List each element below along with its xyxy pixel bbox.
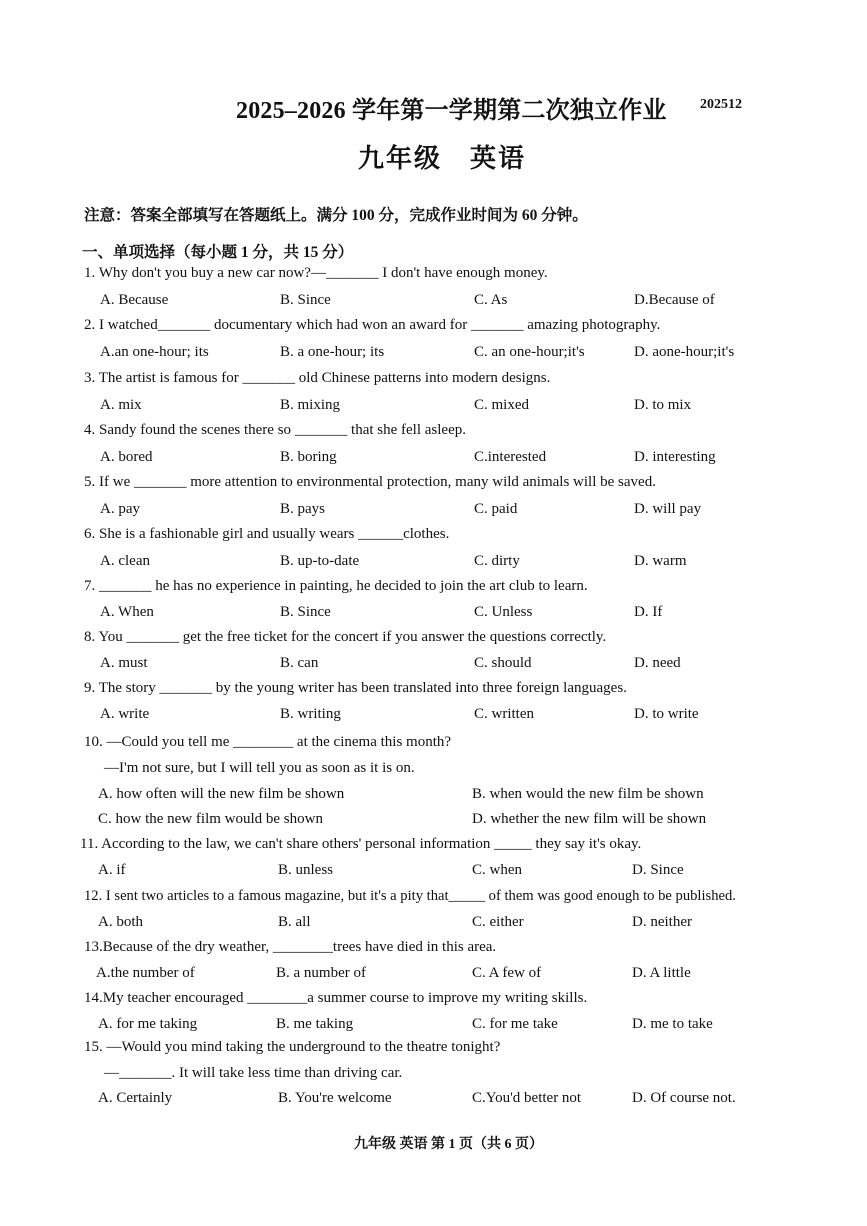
option-b: B. when would the new film be shown — [472, 786, 704, 802]
option-c: C. when — [472, 862, 522, 878]
question-stem: 4. Sandy found the scenes there so _______ that she fell asleep. — [84, 422, 466, 438]
question-stem: 5. If we _______ more attention to environmental protection, many wild animals will be saved. — [84, 474, 656, 490]
option-d: D. aone-hour;it's — [634, 344, 735, 360]
option-b: B. pays — [280, 501, 325, 517]
exam-code: 202512 — [700, 97, 742, 112]
option-a: A. clean — [100, 553, 150, 569]
option-a: A. pay — [100, 501, 140, 517]
option-a: A.an one-hour; its — [100, 344, 209, 360]
option-c: C. either — [472, 914, 524, 930]
option-a: A. Certainly — [98, 1090, 173, 1106]
question-stem: 10. —Could you tell me ________ at the cinema this month? — [84, 734, 452, 750]
option-c: C. for me take — [472, 1016, 558, 1032]
option-b: B. a number of — [276, 965, 366, 981]
option-b: B. Since — [280, 604, 331, 620]
option-d: D. me to take — [632, 1016, 713, 1032]
exam-title: 2025–2026 学年第一学期第二次独立作业 — [236, 98, 667, 124]
option-c: C.interested — [474, 449, 547, 465]
option-c: C. should — [474, 655, 532, 671]
option-d: D. A little — [632, 965, 691, 981]
option-d: D. need — [634, 655, 681, 671]
option-c: C. As — [474, 292, 508, 308]
option-b: B. can — [280, 655, 319, 671]
option-d: D. warm — [634, 553, 687, 569]
question-stem: 13.Because of the dry weather, ________trees have died in this area. — [84, 939, 497, 955]
option-a: A. both — [98, 914, 143, 930]
question-stem: 11. According to the law, we can't share others' personal information _____ they say it's okay. — [80, 836, 642, 852]
option-a: A.the number of — [96, 965, 195, 981]
option-b: B. mixing — [280, 397, 341, 413]
option-b: B. unless — [278, 862, 334, 878]
option-c: C.You'd better not — [472, 1090, 582, 1106]
question-stem: 6. She is a fashionable girl and usually wears ______clothes. — [84, 526, 450, 542]
option-a: A. how often will the new film be shown — [98, 786, 345, 802]
option-a: A. Because — [100, 292, 169, 308]
option-d: D. will pay — [634, 501, 702, 517]
notice-text: 注意：答案全部填写在答题纸上。满分 100 分，完成作业时间为 60 分钟。 — [84, 207, 588, 224]
option-a: A. mix — [100, 397, 142, 413]
option-d: D.Because of — [634, 292, 715, 308]
option-b: B. up-to-date — [280, 553, 360, 569]
option-c: C. an one-hour;it's — [474, 344, 585, 360]
question-stem: 9. The story _______ by the young writer has been translated into three foreign languages. — [84, 680, 627, 696]
option-a: A. for me taking — [98, 1016, 198, 1032]
option-b: B. all — [278, 914, 311, 930]
page-footer: 九年级 英语 第 1 页（共 6 页） — [354, 1137, 543, 1152]
question-response: —I'm not sure, but I will tell you as soon as it is on. — [104, 760, 415, 776]
option-d: D. whether the new film will be shown — [472, 811, 707, 827]
option-a: A. bored — [100, 449, 153, 465]
option-c: C. how the new film would be shown — [98, 811, 323, 827]
option-b: B. You're welcome — [278, 1090, 392, 1106]
option-a: A. write — [100, 706, 150, 722]
option-a: A. if — [98, 862, 126, 878]
question-stem: 8. You _______ get the free ticket for the concert if you answer the questions correctly. — [84, 629, 607, 645]
option-d: D. Of course not. — [632, 1090, 736, 1106]
question-stem: 15. —Would you mind taking the underground to the theatre tonight? — [84, 1039, 501, 1055]
option-c: C. dirty — [474, 553, 520, 569]
option-b: B. writing — [280, 706, 341, 722]
option-b: B. boring — [280, 449, 337, 465]
question-stem: 3. The artist is famous for _______ old Chinese patterns into modern designs. — [84, 370, 551, 386]
option-c: C. written — [474, 706, 534, 722]
option-d: D. neither — [632, 914, 692, 930]
option-c: C. Unless — [474, 604, 533, 620]
question-stem: 12. I sent two articles to a famous magazine, but it's a pity that_____ of them was good enough to be published. — [84, 888, 736, 904]
option-b: B. a one-hour; its — [280, 344, 385, 360]
option-d: D. Since — [632, 862, 684, 878]
option-b: B. Since — [280, 292, 331, 308]
option-d: D. to write — [634, 706, 699, 722]
question-stem: 7. _______ he has no experience in painting, he decided to join the art club to learn. — [84, 578, 588, 594]
option-a: A. When — [100, 604, 154, 620]
option-a: A. must — [100, 655, 148, 671]
option-c: C. paid — [474, 501, 518, 517]
option-c: C. A few of — [472, 965, 542, 981]
exam-subtitle: 九年级 英语 — [358, 144, 527, 173]
question-stem: 2. I watched_______ documentary which had won an award for _______ amazing photography. — [84, 317, 661, 333]
option-c: C. mixed — [474, 397, 529, 413]
question-stem: 1. Why don't you buy a new car now?—_______ I don't have enough money. — [84, 265, 548, 281]
question-stem: 14.My teacher encouraged ________a summer course to improve my writing skills. — [84, 990, 588, 1006]
option-d: D. interesting — [634, 449, 716, 465]
question-response: —_______. It will take less time than driving car. — [104, 1065, 403, 1081]
option-d: D. If — [634, 604, 663, 620]
option-b: B. me taking — [276, 1016, 354, 1032]
option-d: D. to mix — [634, 397, 692, 413]
section-title: 一、单项选择（每小题 1 分，共 15 分） — [82, 244, 354, 261]
